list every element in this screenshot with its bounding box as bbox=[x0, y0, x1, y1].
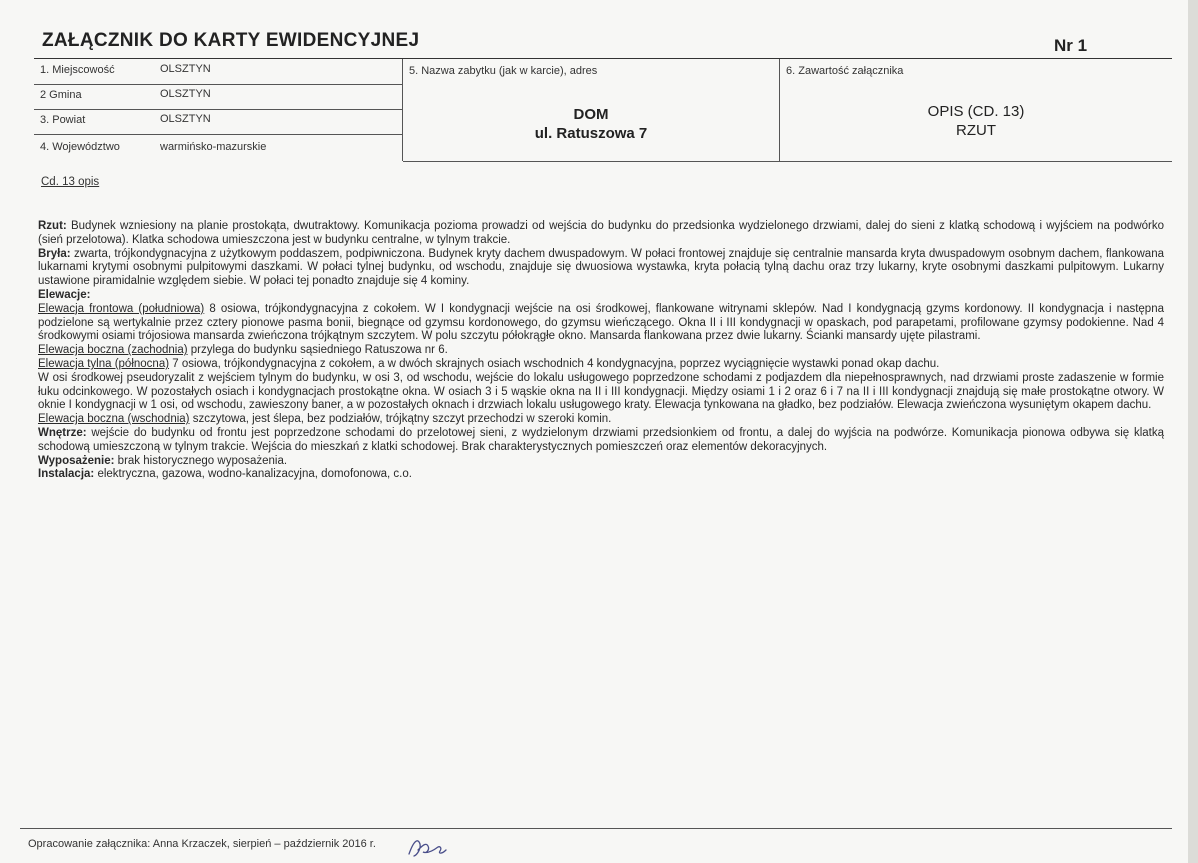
section-text: zwarta, trójkondygnacyjna z użytkowym poddaszem, podpiwniczona. Budynek kryty dachem dwuspadowym. W połaci frontowej znajduje się centralnie mansarda kryta dwuspadowym osobnym dachem, flankowana lukarnami krytymi osobnymi pulpitowymi daszkami. W połaci tylnej budynku, od wschodu, znajduje się dwuosiowa wystawka, kryta połacią tylną dachu oraz trzy lukarny, kryte osobnymi daszkami pulpitowym. Lukarny ustawione piramidalnie względem siebie. W połaci tej ponadto znajduje się 4 kominy. bbox=[38, 247, 1164, 288]
contents-line-2: RZUT bbox=[956, 122, 996, 139]
footer-divider bbox=[20, 828, 1172, 829]
section-text: szczytowa, jest ślepa, bez podziałów, trójkątny szczyt przechodzi w szeroki komin. bbox=[189, 413, 612, 426]
section-text: 7 osiowa, trójkondygnacyjna z cokołem, a w dwóch skrajnych osiach wschodnich 4 kondygnacyjna, poprzez wyciągnięcie wystawki ponad okap dachu. bbox=[169, 357, 940, 370]
subsection-label: Elewacja boczna (zachodnia) bbox=[38, 344, 188, 357]
section-label: Instalacja: bbox=[38, 468, 95, 481]
location-label: 3. Powiat bbox=[40, 114, 86, 126]
signature-icon bbox=[406, 834, 450, 860]
paragraph-east-elevation bbox=[38, 413, 1164, 427]
paragraph-equipment bbox=[38, 455, 1164, 469]
location-column bbox=[34, 59, 403, 161]
section-text: wejście do budynku od frontu jest poprzedzone schodami do przelotowej sieni, z wydzielonym drzwiami przedsionkiem od frontu, a dalej do wyjścia na podwórze. Komunikacja pionowa odbywa się klatką schodową umieszczoną w tylnym trakcie. Wejścia do mieszkań z klatki schodowej. Brak charakterystycznych pomieszczeń oraz elementów dekoracyjnych. bbox=[38, 426, 1164, 453]
subsection-label: Elewacja boczna (wschodnia) bbox=[38, 413, 190, 426]
section-text: elektryczna, gazowa, wodno-kanalizacyjna, domofonowa, c.o. bbox=[94, 468, 412, 481]
paragraph-rear-elevation-detail bbox=[38, 372, 1164, 413]
monument-column bbox=[403, 59, 780, 162]
section-text: przylega do budynku sąsiedniego Ratuszowa nr 6. bbox=[187, 344, 448, 357]
document-title: ZAŁĄCZNIK DO KARTY EWIDENCYJNEJ bbox=[42, 30, 420, 51]
monument-label: 5. Nazwa zabytku (jak w karcie), adres bbox=[409, 65, 598, 77]
description-body bbox=[38, 220, 1164, 482]
location-label: 4. Województwo bbox=[40, 141, 120, 153]
paragraph-rzut bbox=[38, 220, 1164, 248]
location-value: OLSZTYN bbox=[160, 113, 211, 125]
location-value: warmińsko-mazurskie bbox=[160, 141, 267, 153]
location-row-locality bbox=[34, 59, 402, 85]
location-value: OLSZTYN bbox=[160, 63, 211, 75]
attachment-number: Nr 1 bbox=[1054, 36, 1088, 55]
paragraph-rear-elevation bbox=[38, 358, 1164, 372]
section-text: 8 osiowa, trójkondygnacyjna z cokołem. W I kondygnacji wejście na osi środkowej, flankowane witrynami sklepów. Nad I kondygnacją gzyms kordonowy. II kondygnacja i następna podzielone są wertykalnie przez cztery pionowe pasma bonii, biegnące od gzymsu kordonowego, do gzymsu wieńczącego. Okna II i III kondygnacji w opaskach, pod parapetami, profilowane gzymsy podokienne. Nad 4 środkowymi osiami trójosiowa mansarda zwieńczona trójkątnym szczytem. W polu szczytu półokrągłe okno. Mansarda flankowana przez dwie lukarny. Ścianki mansardy ujęte pilastrami. bbox=[38, 302, 1164, 343]
section-label: Rzut: bbox=[38, 220, 67, 232]
subsection-label: Elewacja tylna (północna) bbox=[38, 357, 170, 370]
location-label: 2 Gmina bbox=[40, 89, 82, 101]
section-label: Bryła: bbox=[38, 247, 71, 260]
contents-column bbox=[780, 59, 1172, 162]
prepared-by: Opracowanie załącznika: Anna Krzaczek, sierpień – październik 2016 r. bbox=[28, 838, 376, 850]
section-label: Wyposażenie: bbox=[38, 454, 115, 467]
section-label: Elewacje: bbox=[38, 288, 91, 301]
location-label: 1. Miejscowość bbox=[40, 64, 115, 76]
section-text: brak historycznego wyposażenia. bbox=[114, 454, 288, 467]
location-row-voivodeship bbox=[34, 135, 402, 161]
continuation-note: Cd. 13 opis bbox=[41, 176, 100, 188]
location-value: OLSZTYN bbox=[160, 88, 211, 100]
contents-line-1: OPIS (CD. 13) bbox=[927, 103, 1025, 120]
contents-label: 6. Zawartość załącznika bbox=[786, 65, 904, 77]
monument-address: ul. Ratuszowa 7 bbox=[534, 125, 648, 142]
section-label: Wnętrze: bbox=[38, 426, 87, 439]
paragraph-interior bbox=[38, 427, 1164, 455]
subsection-label: Elewacja frontowa (południowa) bbox=[38, 302, 205, 315]
paragraph-elewacje bbox=[38, 289, 1164, 303]
section-text: Budynek wzniesiony na planie prostokąta, dwutraktowy. Komunikacja pozioma prowadzi od wejścia do budynku do przedsionka wydzielonego drzwiami, dalej do sieni z klatką schodową i wyjściem na podwórko (sień przelotowa). Klatka schodowa umieszczona jest w budynku centralne, w tylnym trakcie. bbox=[38, 220, 1164, 246]
location-row-county bbox=[34, 109, 402, 135]
section-text: W osi środkowej pseudoryzalit z wejściem tylnym do budynku, w osi 3, od wschodu, wejście do lokalu usługowego poprzedzone schodami z podjazdem dla niepełnosprawnych, nad drzwiami proste zadaszenie w formie łuku odcinkowego. W pozostałych osiach i kondygnacjach prostokątne okna. W osiach 3 i 5 wąskie okna na II i III kondygnacji. Między osiami 1 i 2 oraz 6 i 7 na II i III kondygnacji znajdują się małe prostokątne otwory. W oknie I kondygnacji w 1 osi, od wschodu, zawieszony baner, a w pozostałych oknach i drzwiach lokalu usługowego kraty. Elewacja tynkowana na gładko, bez podziałów. Elewacja zwieńczona wysuniętym okapem dachu. bbox=[38, 371, 1164, 412]
paragraph-bryla bbox=[38, 248, 1164, 289]
scan-edge bbox=[1188, 0, 1198, 863]
paragraph-installations bbox=[38, 468, 1164, 482]
location-row-commune bbox=[34, 84, 402, 110]
paragraph-front-elevation bbox=[38, 303, 1164, 344]
monument-name: DOM bbox=[573, 106, 609, 123]
paragraph-west-elevation bbox=[38, 344, 1164, 358]
header-table bbox=[34, 59, 1172, 162]
